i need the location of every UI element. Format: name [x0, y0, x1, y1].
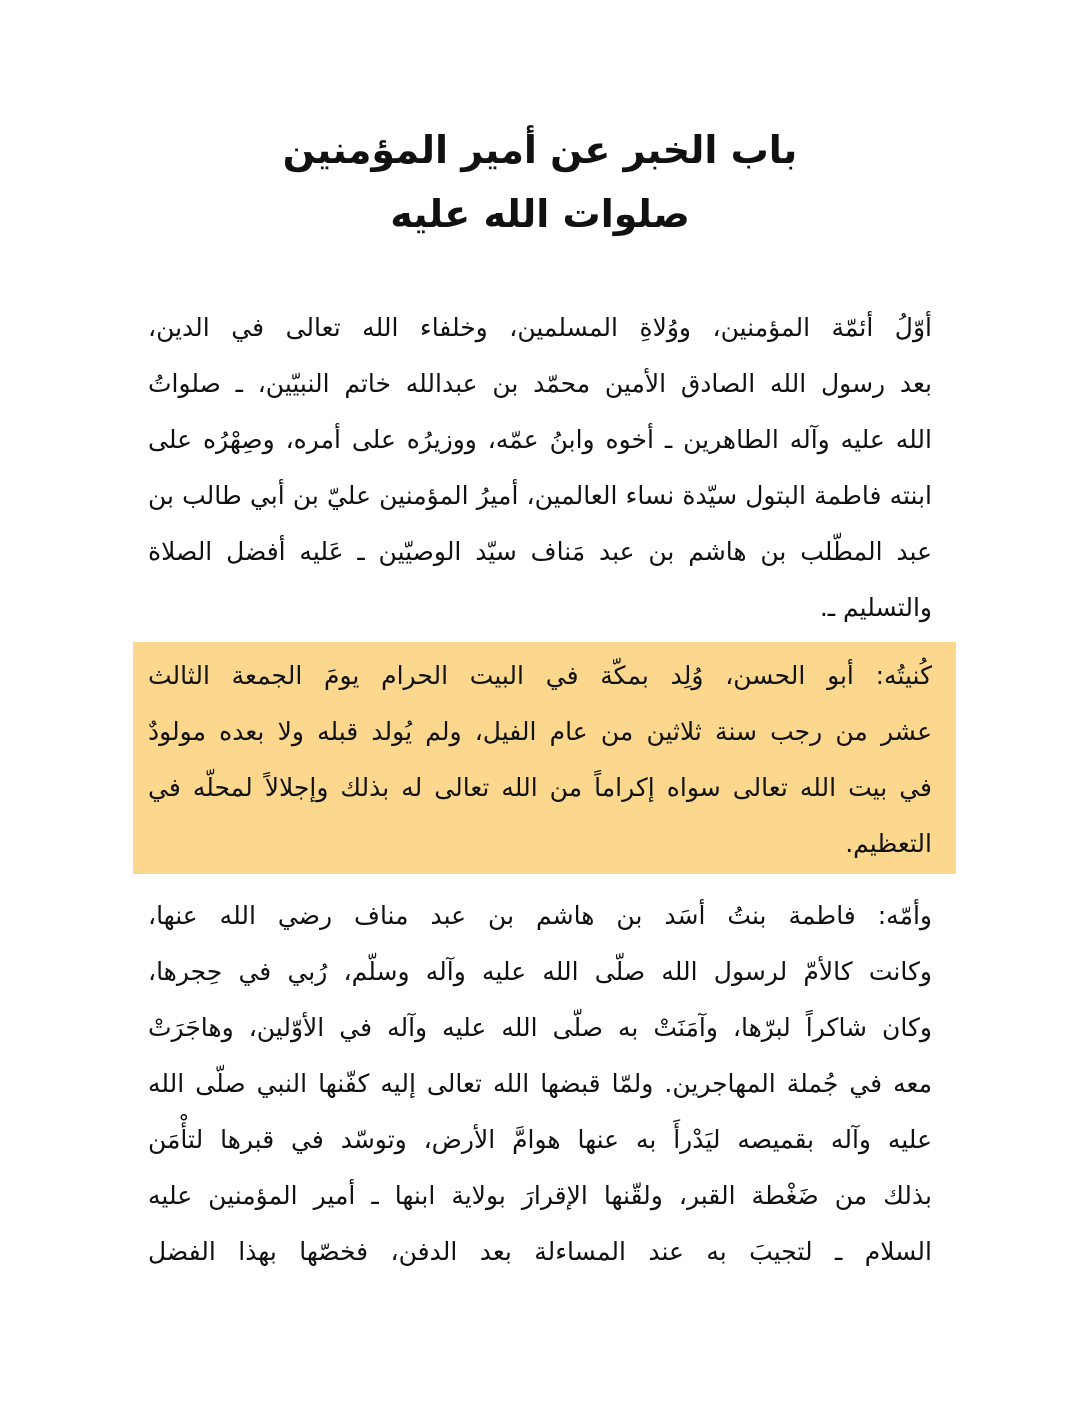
- text-line: بذلك من ضَغْطة القبر، ولقّنها الإقرارَ بولاية ابنها ـ أمير المؤمنين عليه: [148, 1181, 932, 1210]
- text-line: التعظيم.: [845, 829, 932, 858]
- intro-paragraph: [148, 300, 932, 636]
- text-line: الله عليه وآله الطاهرين ـ أخوه وابنُ عمّه، ووزيرُه على أمره، وصِهْرُه على: [148, 425, 932, 454]
- text-line: والتسليم ـ.: [819, 593, 932, 622]
- text-line: عليه وآله بقميصه ليَدْرأَ به عنها هوامَّ الأرض، وتوسّد في قبرها لتأْمَن: [148, 1125, 932, 1154]
- text-line: ابنته فاطمة البتول سيّدة نساء العالمين، أميرُ المؤمنين عليّ بن أبي طالب بن: [148, 481, 932, 510]
- text-line: وكانت كالأمّ لرسول الله صلّى الله عليه وآله وسلّم، رُبي في حِجرها،: [148, 957, 932, 986]
- text-line: عبد المطّلب بن هاشم بن عبد مَناف سيّد الوصيّين ـ عَليه أفضل الصلاة: [148, 537, 932, 566]
- mother-paragraph: [148, 888, 932, 1280]
- text-line: في بيت الله تعالى سواه إكراماً من الله تعالى له بذلك وإجلالاً لمحلّه في: [148, 773, 932, 802]
- text-line: وكان شاكراً لبرّها، وآمَنَتْ به صلّى الله عليه وآله في الأوّلين، وهاجَرَتْ: [148, 1013, 932, 1042]
- chapter-title: [0, 118, 1080, 246]
- chapter-title-line-2: صلوات الله عليه: [390, 192, 690, 236]
- text-line: معه في جُملة المهاجرين. ولمّا قبضها الله تعالى إليه كفّنها النبي صلّى الله: [148, 1069, 932, 1098]
- text-line: بعد رسول الله الصادق الأمين محمّد بن عبدالله خاتم النبيّين، ـ صلواتُ: [148, 369, 932, 398]
- chapter-title-line-1: باب الخبر عن أمير المؤمنين: [282, 128, 798, 172]
- text-line: عشر من رجب سنة ثلاثين من عام الفيل، ولم يُولد قبله ولا بعده مولودٌ: [148, 717, 932, 746]
- text-line: كُنيتُه: أبو الحسن، وُلِد بمكّة في البيت الحرام يومَ الجمعة الثالث: [148, 661, 932, 690]
- text-line: وأمّه: فاطمة بنتُ أسَد بن هاشم بن عبد مناف رضي الله عنها،: [148, 901, 932, 930]
- kunya-paragraph-highlighted: [148, 648, 932, 872]
- text-line: أوّلُ أئمّة المؤمنين، ووُلاةِ المسلمين، وخلفاء الله تعالى في الدين،: [148, 313, 932, 342]
- text-line: السلام ـ لتجيبَ به عند المساءلة بعد الدفن، فخصّها بهذا الفضل: [148, 1237, 932, 1266]
